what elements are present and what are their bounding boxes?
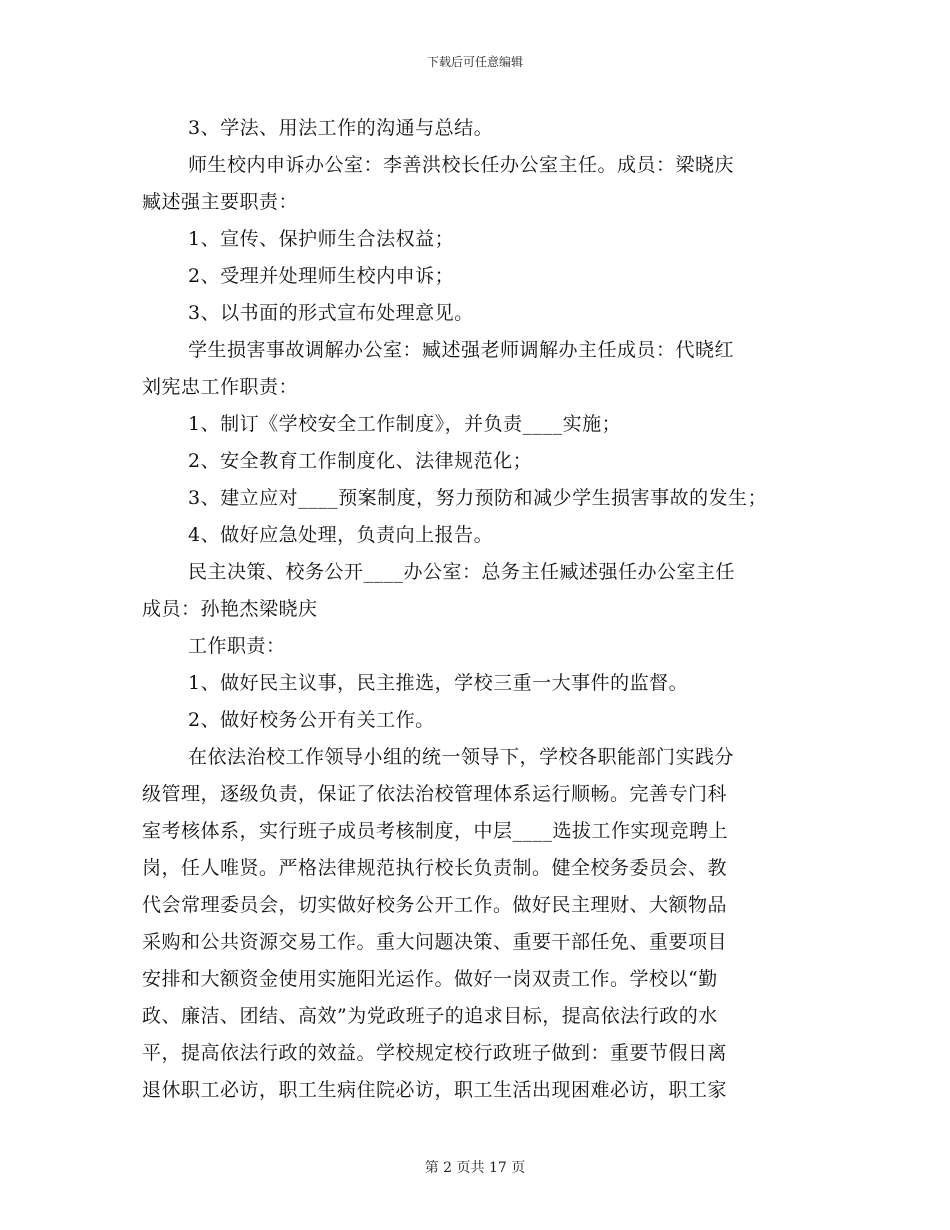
body-line: 采购和公共资源交易工作。重大问题决策、重要干部任免、重要项目	[142, 931, 728, 953]
body-line: 3、学法、用法工作的沟通与总结。	[188, 117, 494, 139]
body-line: 1、宣传、保护师生合法权益；	[188, 228, 455, 250]
body-line: 1、做好民主议事，民主推选，学校三重一大事件的监督。	[188, 672, 689, 694]
body-line: 民主决策、校务公开____办公室：总务主任臧述强任办公室主任	[188, 561, 736, 583]
body-line: 室考核体系，实行班子成员考核制度，中层____选拔工作实现竞聘上	[142, 820, 729, 842]
body-line: 2、受理并处理师生校内申诉；	[188, 265, 455, 287]
page-number: 第 2 页共 17 页	[424, 1160, 526, 1176]
body-line: 2、安全教育工作制度化、法律规范化；	[188, 450, 533, 472]
body-line: 平，提高依法行政的效益。学校规定校行政班子做到：重要节假日离	[142, 1042, 728, 1064]
body-line: 安排和大额资金使用实施阳光运作。做好一岗双责工作。学校以“勤	[142, 968, 718, 990]
body-line: 政、廉洁、团结、高效”为党政班子的追求目标，提高依法行政的水	[142, 1005, 718, 1027]
body-line: 臧述强主要职责：	[142, 191, 299, 213]
document-body	[142, 110, 822, 1109]
body-line: 级管理，逐级负责，保证了依法治校管理体系运行顺畅。完善专门科	[142, 783, 728, 805]
body-line: 2、做好校务公开有关工作。	[188, 709, 435, 731]
body-line: 岗，任人唯贤。严格法律规范执行校长负责制。健全校务委员会、教	[142, 857, 728, 879]
body-line: 师生校内申诉办公室：李善洪校长任办公室主任。成员：梁晓庆	[188, 154, 735, 176]
body-line: 刘宪忠工作职责：	[142, 376, 299, 398]
body-line: 在依法治校工作领导小组的统一领导下，学校各职能部门实践分	[188, 746, 735, 768]
body-line: 4、做好应急处理，负责向上报告。	[188, 524, 494, 546]
body-line: 学生损害事故调解办公室：臧述强老师调解办主任成员：代晓红	[188, 339, 735, 361]
body-line: 3、以书面的形式宣布处理意见。	[188, 302, 474, 324]
body-line: 退休职工必访，职工生病住院必访，职工生活出现困难必访，职工家	[142, 1079, 728, 1101]
body-line: 代会常理委员会，切实做好校务公开工作。做好民主理财、大额物品	[142, 894, 728, 916]
header-note: 下载后可任意编辑	[426, 55, 523, 69]
body-line: 工作职责：	[188, 635, 286, 657]
body-line: 1、制订《学校安全工作制度》，并负责____实施；	[188, 413, 622, 435]
body-line: 成员：孙艳杰梁晓庆	[142, 598, 318, 620]
body-line: 3、建立应对____预案制度，努力预防和减少学生损害事故的发生；	[188, 487, 768, 509]
